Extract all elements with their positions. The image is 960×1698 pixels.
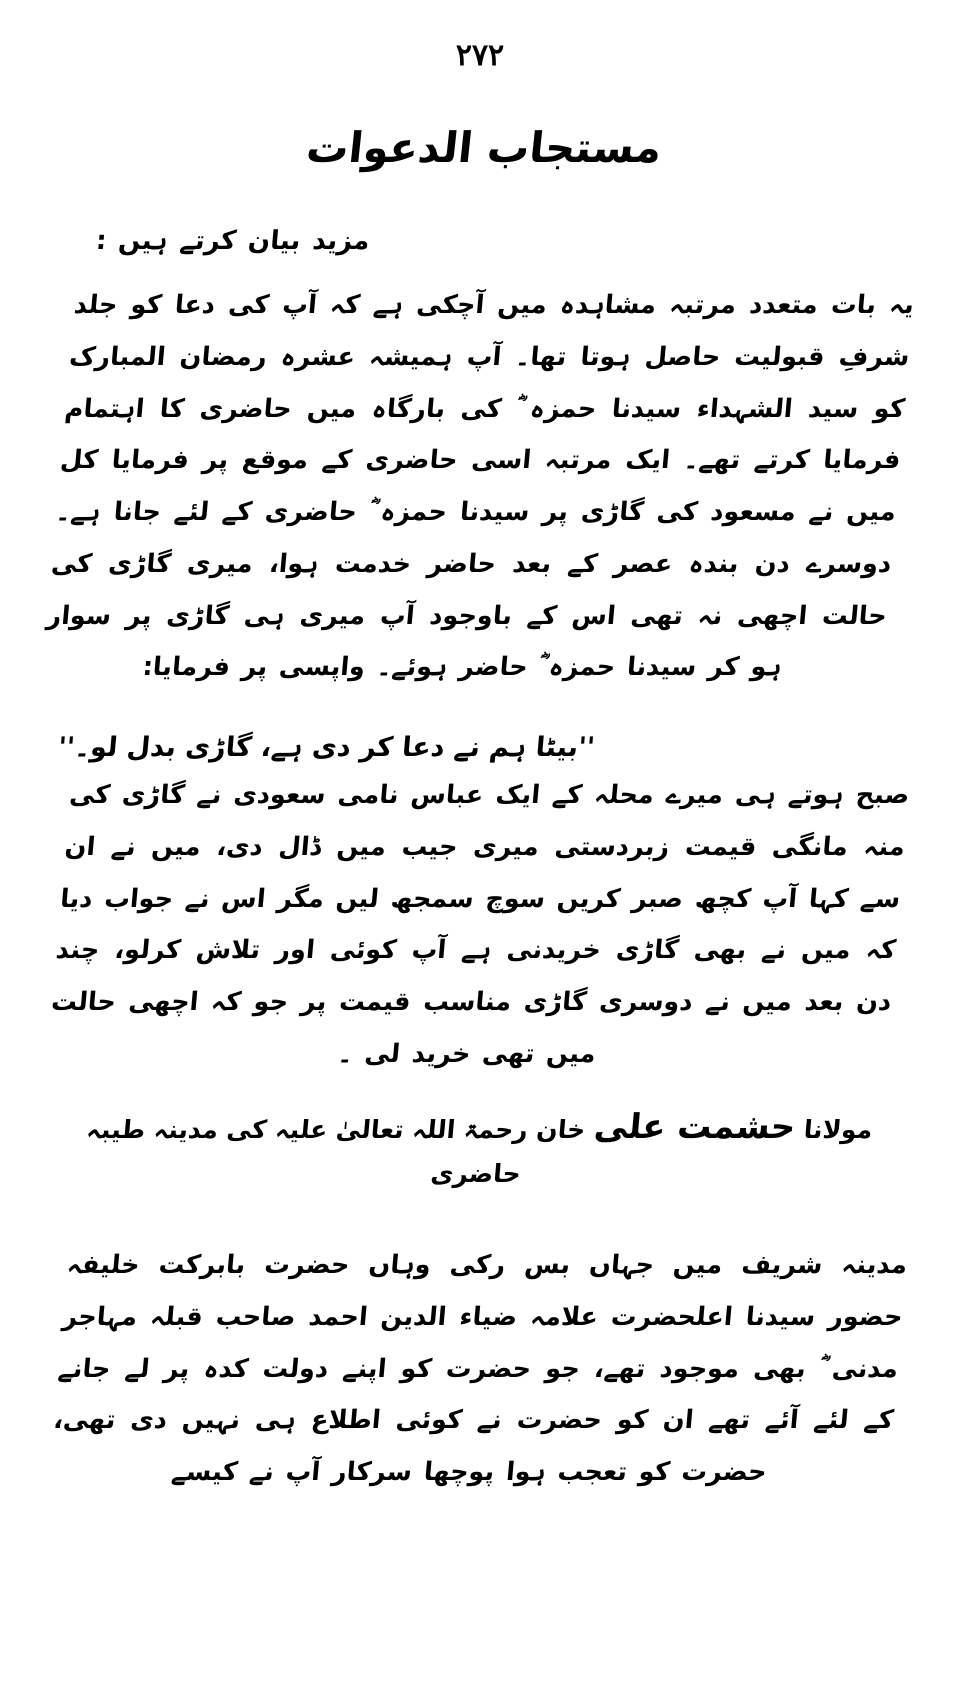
paragraph-three: مدینہ شریف میں جہاں بس رکی وہاں حضرت بابرکت خلیفہ حضور سیدنا اعلحضرت علامہ ضیاء الدین احمد صاحب قبلہ مہاجر مدنی ؓ بھی موجود تھے، جو حضرت کو اپنے دولت کدہ پر لے جانے کے لئے آئے تھے ان کو حضرت نے کوئی اطلاع ہی نہیں دی تھی، حضرت کو تعجب ہوا پوچھا سرکار آپ نے کیسے bbox=[52, 1250, 909, 1487]
section-heading-emphasis: حشمت علی bbox=[592, 1107, 798, 1147]
section-heading-suffix: خان رحمۃ اللہ تعالیٰ علیہ کی مدینہ طیبہ حاضری bbox=[85, 1115, 587, 1189]
book-title: مستجاب الدعوات bbox=[304, 123, 665, 173]
section-heading bbox=[54, 1100, 902, 1194]
quoted-speech: ''بیٹا ہم نے دعا کر دی ہے، گاڑی بدل لو۔'' bbox=[56, 732, 596, 763]
section-heading-prefix: مولانا bbox=[802, 1115, 874, 1144]
paragraph-two: صبح ہوتے ہی میرے محلہ کے ایک عباس نامی سعودی نے گاڑی کی منہ مانگی قیمت زبردستی میری جیب میں ڈال دی، میں نے ان سے کہا آپ کچھ صبر کریں سوچ سمجھ لیں مگر اس نے جواب دیا کہ میں نے بھی گاڑی خریدنی ہے آپ کوئی اور تلاش کرلو، چند دن بعد میں نے دوسری گاڑی مناسب قیمت پر جو کہ اچھی حالت میں تھی خرید لی ۔ bbox=[49, 780, 911, 1069]
intro-line: مزید بیان کرتے ہیں : bbox=[94, 226, 371, 256]
paragraph-one: یہ بات متعدد مرتبہ مشاہدہ میں آچکی ہے کہ آپ کی دعا کو جلد شرفِ قبولیت حاصل ہوتا تھا۔ آپ ہمیشہ عشرہ رمضان المبارک کو سید الشہداء سیدنا حمزہ ؓ کی بارگاہ میں حاضری کا اہتمام فرمایا کرتے تھے۔ ایک مرتبہ اسی حاضری کے موقع پر فرمایا کل میں نے مسعود کی گاڑی پر سیدنا حمزہ ؓ حاضری کے لئے جانا ہے۔ دوسرے دن بندہ عصر کے بعد حاضر خدمت ہوا، میری گاڑی کی حالت اچھی نہ تھی اس کے باوجود آپ میری ہی گاڑی پر سوار ہو کر سیدنا حمزہ ؓ حاضر ہوئے۔ واپسی پر فرمایا: bbox=[45, 290, 916, 683]
page-number: ٢٧٢ bbox=[455, 39, 505, 72]
